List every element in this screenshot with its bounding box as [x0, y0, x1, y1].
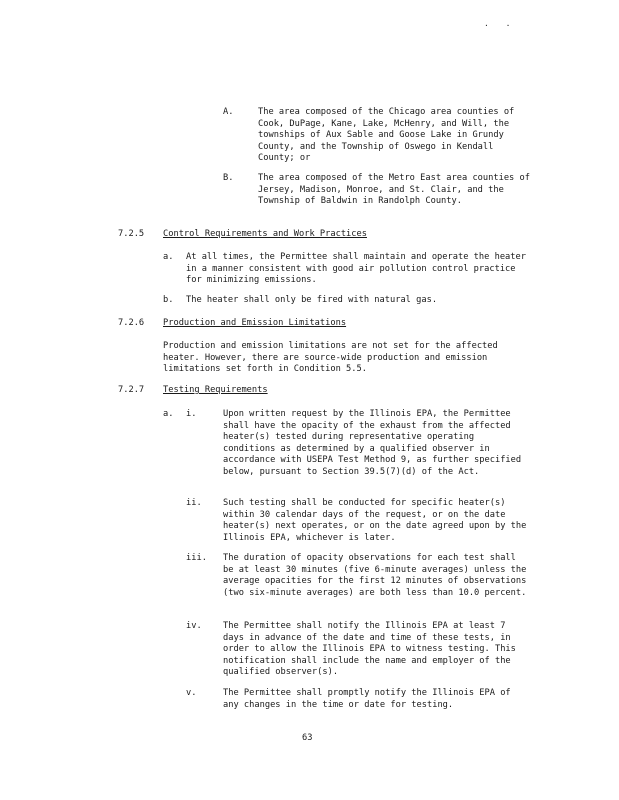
testing-item-ii-text: Such testing shall be conducted for specific heater(s) within 30 calendar days of the request, or on the date heater(s) next operates, or on the date agreed upon by the Illinois EPA, whichever is later. [223, 498, 527, 543]
corner-mark: . . [484, 19, 517, 28]
section-726-body: Production and emission limitations are not set for the affected heater. However, there are source-wide production and emission limitations set forth in Condition 5.5. [163, 341, 498, 375]
section-725-title: Control Requirements and Work Practices [163, 229, 367, 239]
testing-item-v-marker: v. [186, 688, 197, 698]
section-725-item-b-text: The heater shall only be fired with natural gas. [186, 295, 438, 305]
testing-item-i-text: Upon written request by the Illinois EPA, the Permittee shall have the opacity of the exhaust from the affected heater(s) tested during representative operating conditions as determined by a qualified observer in accordance with USEPA Test Method 9, as further specified below, pursuant to Section 39.5(7)(d) of the Act. [223, 409, 522, 477]
section-725-item-a-marker: a. [163, 252, 174, 262]
section-727-number: 7.2.7 [118, 385, 145, 395]
section-727-a-marker: a. [163, 409, 174, 419]
area-a-marker: A. [223, 107, 234, 117]
testing-item-iii-text: The duration of opacity observations for each test shall be at least 30 minutes (five 6-minute averages) unless the average opacities for the first 12 minutes of observations (two six-minute averages) are both less than 10.0 percent. [223, 553, 527, 598]
testing-item-iv-marker: iv. [186, 621, 202, 631]
section-725-number: 7.2.5 [118, 229, 145, 239]
testing-item-i-marker: i. [186, 409, 197, 419]
section-725-item-a-text: At all times, the Permittee shall maintain and operate the heater in a manner consistent with good air pollution control practice for minimizing emissions. [186, 252, 526, 286]
testing-item-iii-marker: iii. [186, 553, 207, 563]
area-b-marker: B. [223, 173, 234, 183]
page-number: 63 [302, 733, 313, 743]
area-a-text: The area composed of the Chicago area counties of Cook, DuPage, Kane, Lake, McHenry, and Will, the townships of Aux Sable and Goose Lake in Grundy County, and the Township of Oswego in Kendall County; or [258, 107, 515, 164]
area-b-text: The area composed of the Metro East area counties of Jersey, Madison, Monroe, and St. Clair, and the Township of Baldwin in Randolph County. [258, 173, 530, 207]
section-727-title: Testing Requirements [163, 385, 268, 395]
testing-item-v-text: The Permittee shall promptly notify the Illinois EPA of any changes in the time or date for testing. [223, 688, 511, 710]
section-726-number: 7.2.6 [118, 318, 145, 328]
section-725-item-b-marker: b. [163, 295, 174, 305]
testing-item-ii-marker: ii. [186, 498, 202, 508]
section-726-title: Production and Emission Limitations [163, 318, 347, 328]
testing-item-iv-text: The Permittee shall notify the Illinois EPA at least 7 days in advance of the date and time of these tests, in order to allow the Illinois EPA to witness testing. This notification shall include the name and employer of the qualified observer(s). [223, 621, 516, 678]
